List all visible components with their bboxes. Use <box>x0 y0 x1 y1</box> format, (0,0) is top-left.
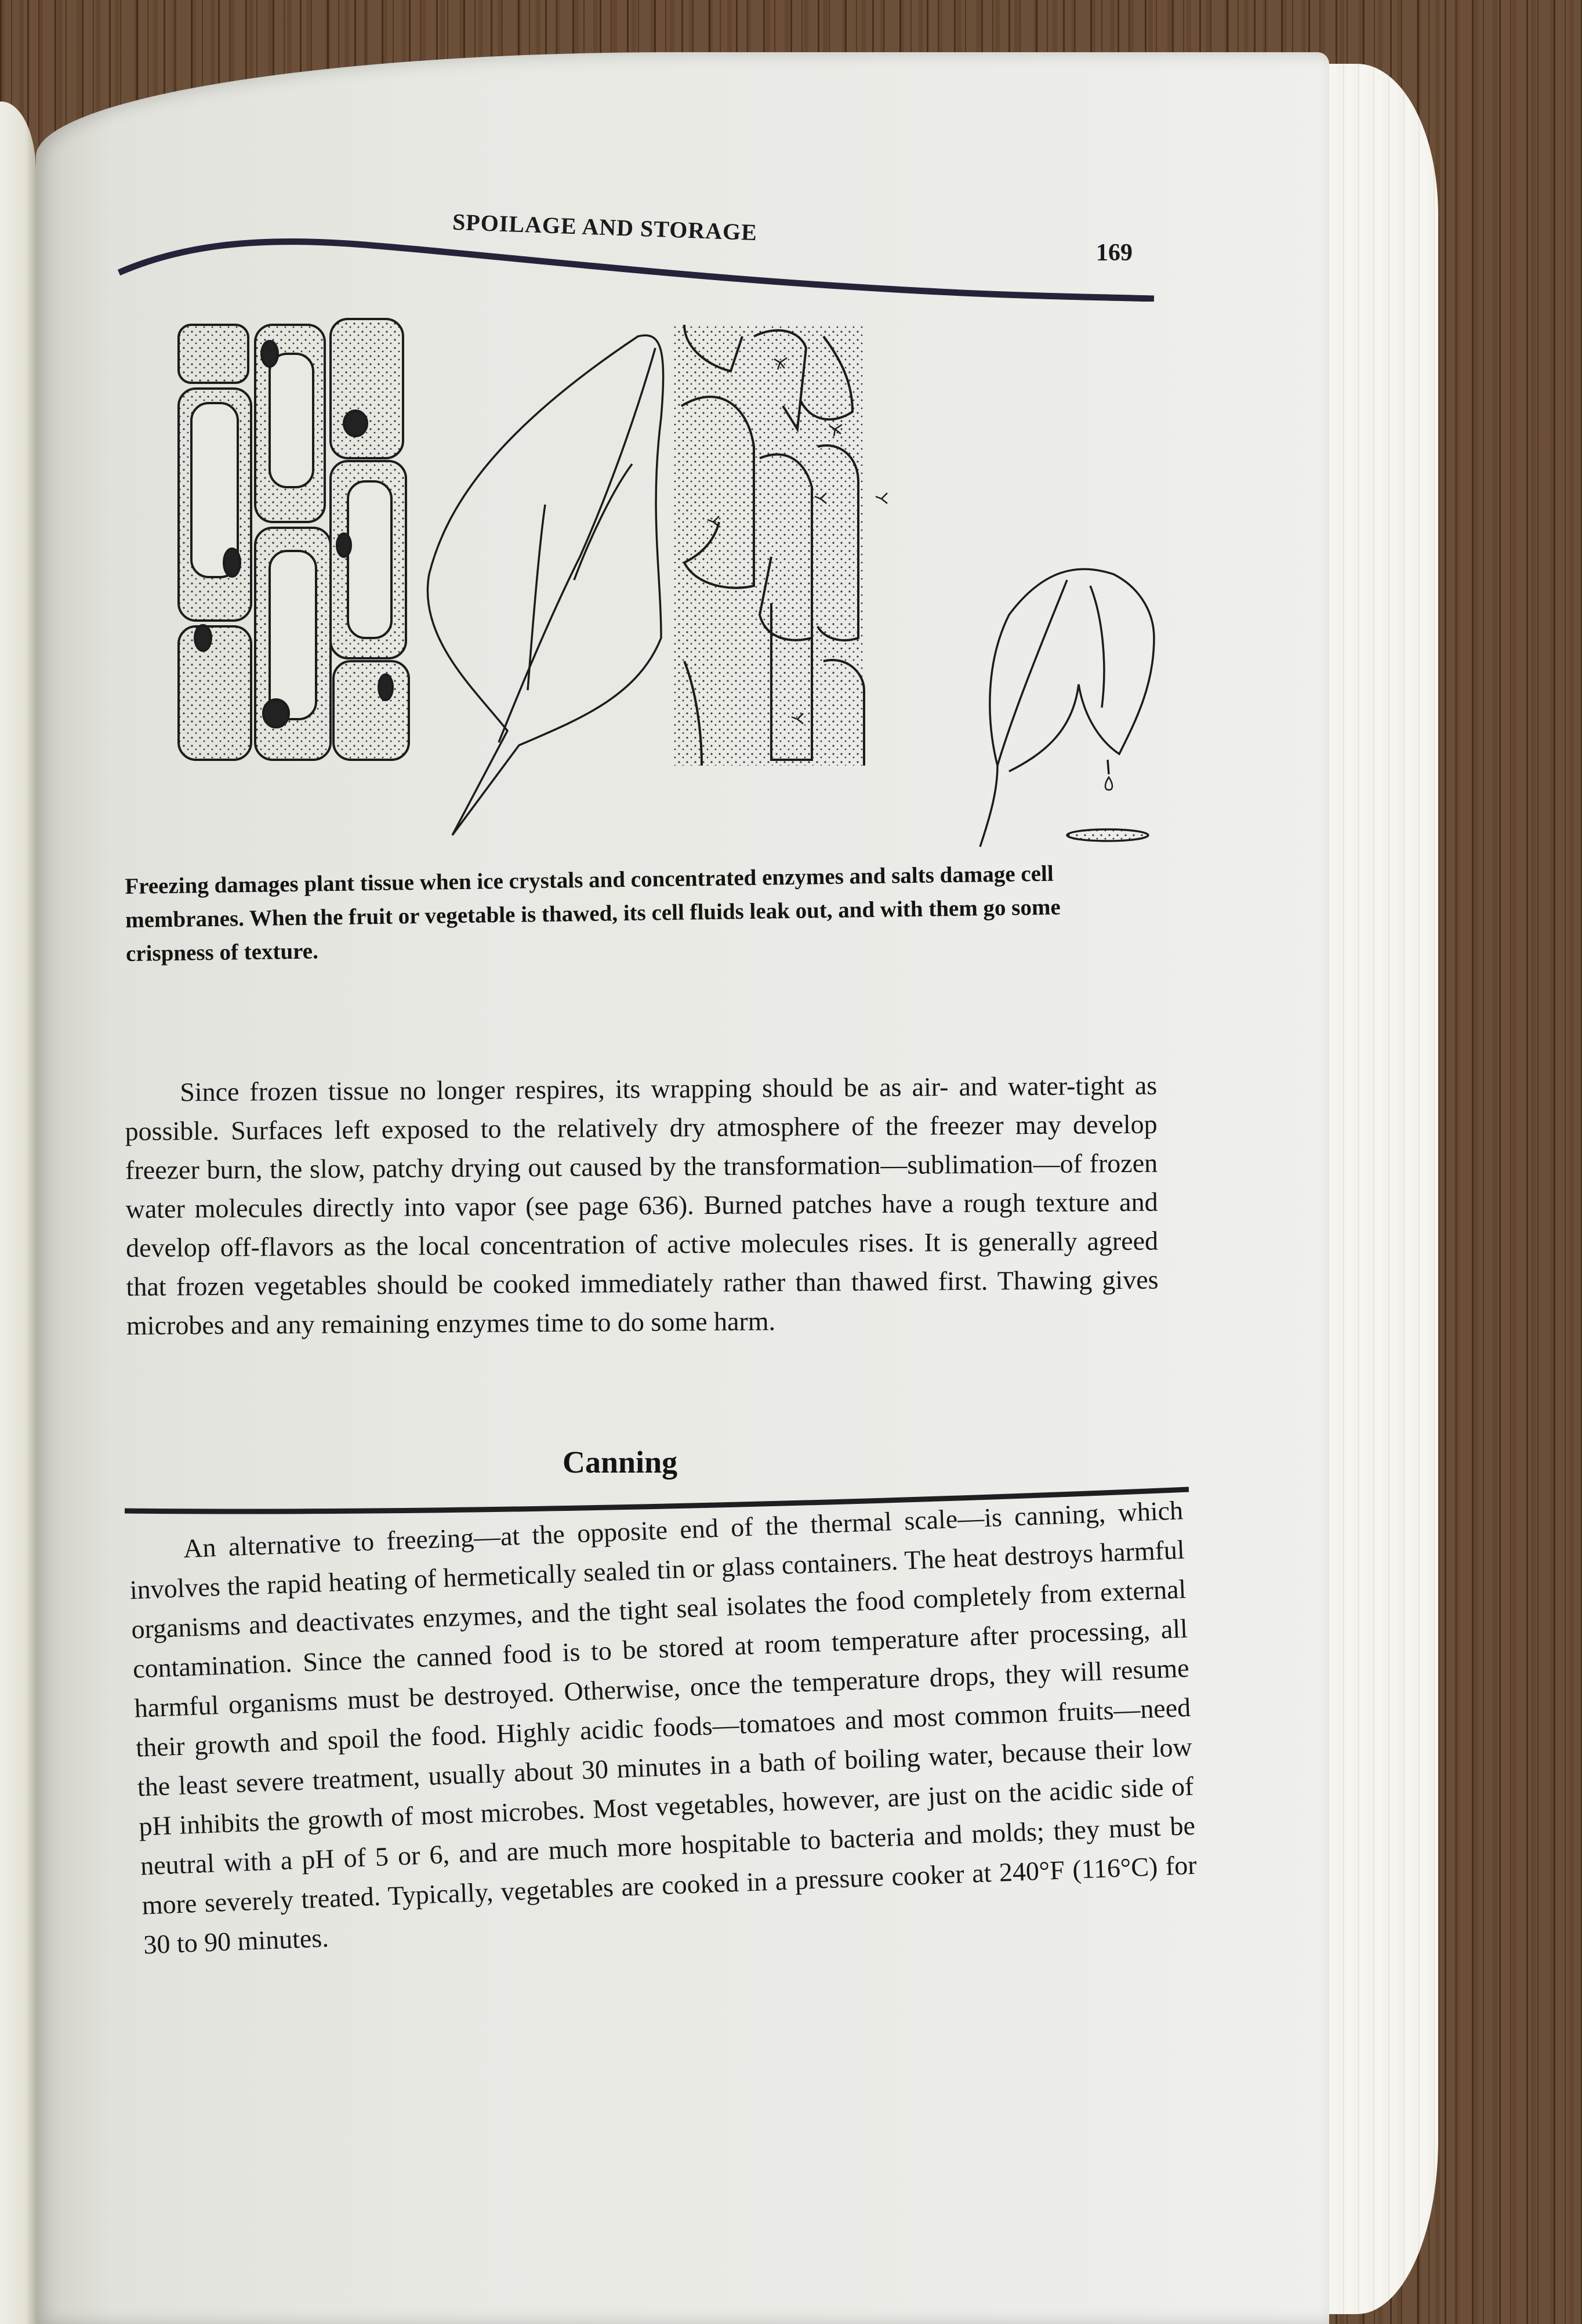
nucleus <box>262 341 278 367</box>
figure-caption: Freezing damages plant tissue when ice crystals and concentrated enzymes and salts damage cell membranes. When the fruit or vegetable is thawed, its cell fluids leak out, and with them go some crispness of texture. <box>125 861 1061 966</box>
page-stack-edge <box>1322 64 1438 2314</box>
freezing-illustration <box>174 313 1189 858</box>
facing-page-edge <box>0 101 36 2324</box>
header-rule <box>116 232 1160 302</box>
paragraph-canning <box>128 1491 1199 1964</box>
nucleus <box>379 675 393 700</box>
nucleus <box>344 411 367 436</box>
indent <box>129 1557 184 1560</box>
paragraph-freezer-burn-text: Since frozen tissue no longer respires, its wrapping should be as air- and water-tight as possible. Surfaces left exposed to the relatively dry atmosphere of the freezer may develop freezer burn, the slow, patchy drying out caused by the transformation—sublimation—of frozen water molecules directly into vapor (see page 636). Burned patches have a rough texture and develop off-flavors as the local concentration of active molecules rises. It is generally agreed that frozen vegetables should be cooked immediately rather than thawed first. Thawing gives microbes and any remaining enzymes time to do some harm. <box>125 1070 1159 1340</box>
nucleus <box>263 699 289 727</box>
damaged-cells-drawing <box>673 325 887 766</box>
running-head: SPOILAGE AND STORAGE <box>452 208 758 246</box>
section-title-canning: Canning <box>563 1445 678 1480</box>
nucleus <box>337 534 351 557</box>
nucleus <box>224 549 240 577</box>
nucleus <box>195 625 211 651</box>
drip-drop <box>1105 777 1112 790</box>
paragraph-freezer-burn <box>125 1066 1159 1345</box>
fresh-leaf-drawing <box>427 335 663 835</box>
paragraph-canning-text: An alternative to freezing—at the opposite end of the thermal scale—is canning, which involves the rapid heating of hermetically sealed tin or glass containers. The heat destroys harmful organisms and deactivates enzymes, and the tight seal isolates the food completely from external contamination. Since the canned food is to be stored at room temperature after processing, all harmful organisms must be destroyed. Otherwise, once the temperature drops, they will resume their growth and spoil the food. Highly acidic foods—tomatoes and most common fruits—need the least severe treatment, usually about 30 minutes in a bath of boiling water, because their low pH inhibits the growth of most microbes. Most vegetables, however, are just on the acidic side of neutral with a pH of 5 or 6, and are much more hospitable to bacteria and molds; they must be more severely treated. Typically, vegetables are cooked in a pressure cooker at 240°F (116°C) for 30 to 90 minutes. <box>129 1495 1198 1960</box>
intact-cells-drawing <box>179 319 409 760</box>
page-number: 169 <box>1096 240 1133 266</box>
wilted-leaf-drawing <box>980 569 1154 847</box>
header-rule-line <box>119 242 1154 299</box>
puddle <box>1067 829 1148 841</box>
